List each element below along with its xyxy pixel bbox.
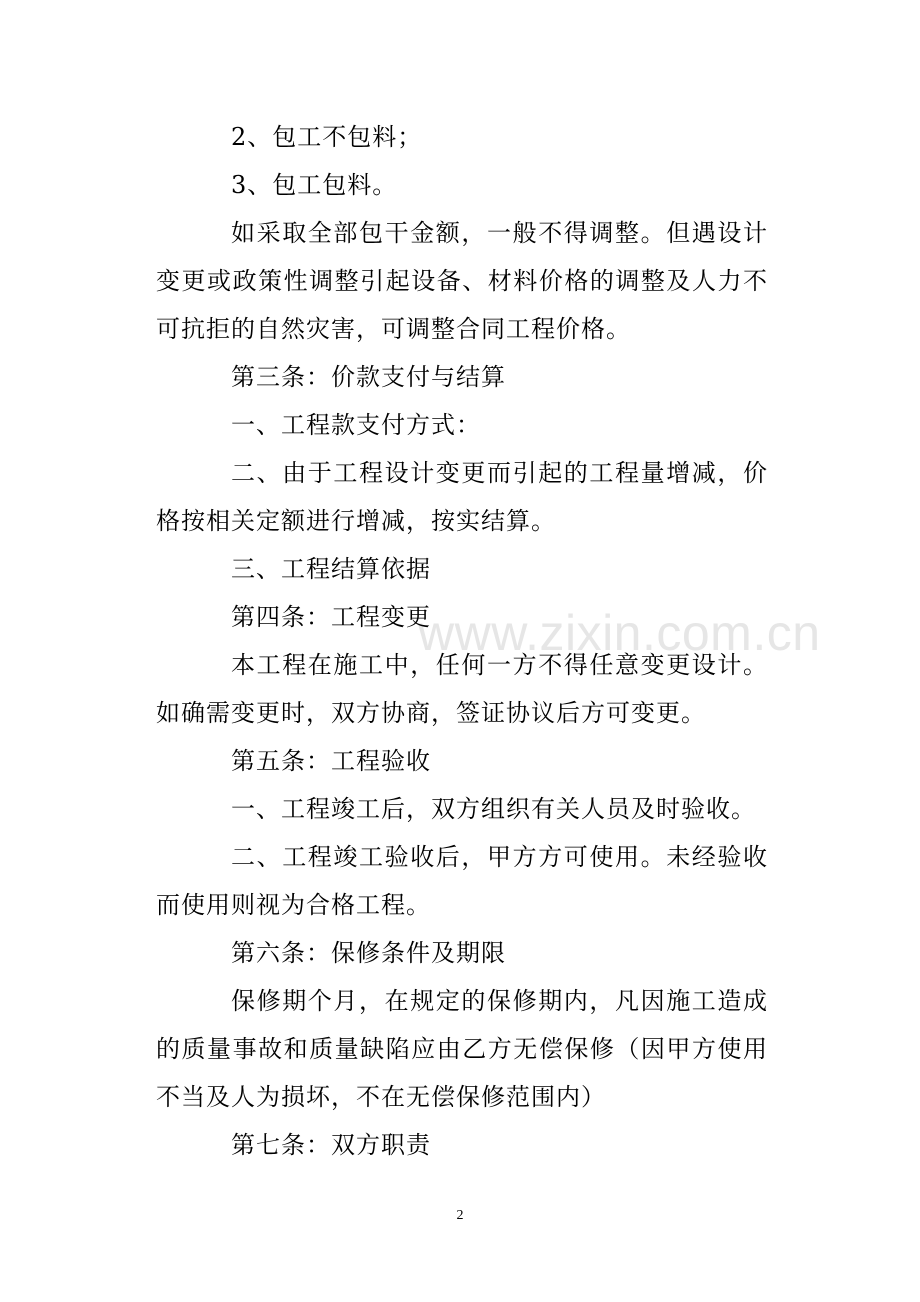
section-heading: 第七条：双方职责	[231, 1131, 431, 1159]
section-heading: 第六条：保修条件及期限	[231, 939, 506, 967]
paragraph: 保修期个月，在规定的保修期内，凡因施工造成的质量事故和质量缺陷应由乙方无偿保修（因甲方使用不当及人为损坏，不在无偿保修范围内）	[156, 987, 768, 1111]
section-heading: 第五条：工程验收	[231, 747, 431, 775]
paragraph: 二、工程竣工验收后，甲方方可使用。未经验收而使用则视为合格工程。	[156, 843, 768, 919]
paragraph: 三、工程结算依据	[231, 555, 431, 583]
paragraph: 2、包工不包料；	[231, 123, 423, 151]
paragraph: 本工程在施工中，任何一方不得任意变更设计。如确需变更时，双方协商，签证协议后方可变更。	[156, 651, 768, 727]
paragraph: 一、工程款支付方式：	[231, 411, 481, 439]
watermark: www.zixin.com.cn	[418, 605, 821, 661]
paragraph: 一、工程竣工后，双方组织有关人员及时验收。	[231, 795, 756, 823]
paragraph: 3、包工包料。	[231, 171, 398, 199]
page-number: 2	[456, 1208, 464, 1223]
document-body	[156, 113, 768, 1169]
paragraph: 二、由于工程设计变更而引起的工程量增减，价格按相关定额进行增减，按实结算。	[156, 459, 768, 535]
section-heading: 第四条：工程变更	[231, 603, 431, 631]
section-heading: 第三条：价款支付与结算	[231, 363, 506, 391]
paragraph: 如采取全部包干金额，一般不得调整。但遇设计变更或政策性调整引起设备、材料价格的调整及人力不可抗拒的自然灾害，可调整合同工程价格。	[156, 219, 768, 343]
